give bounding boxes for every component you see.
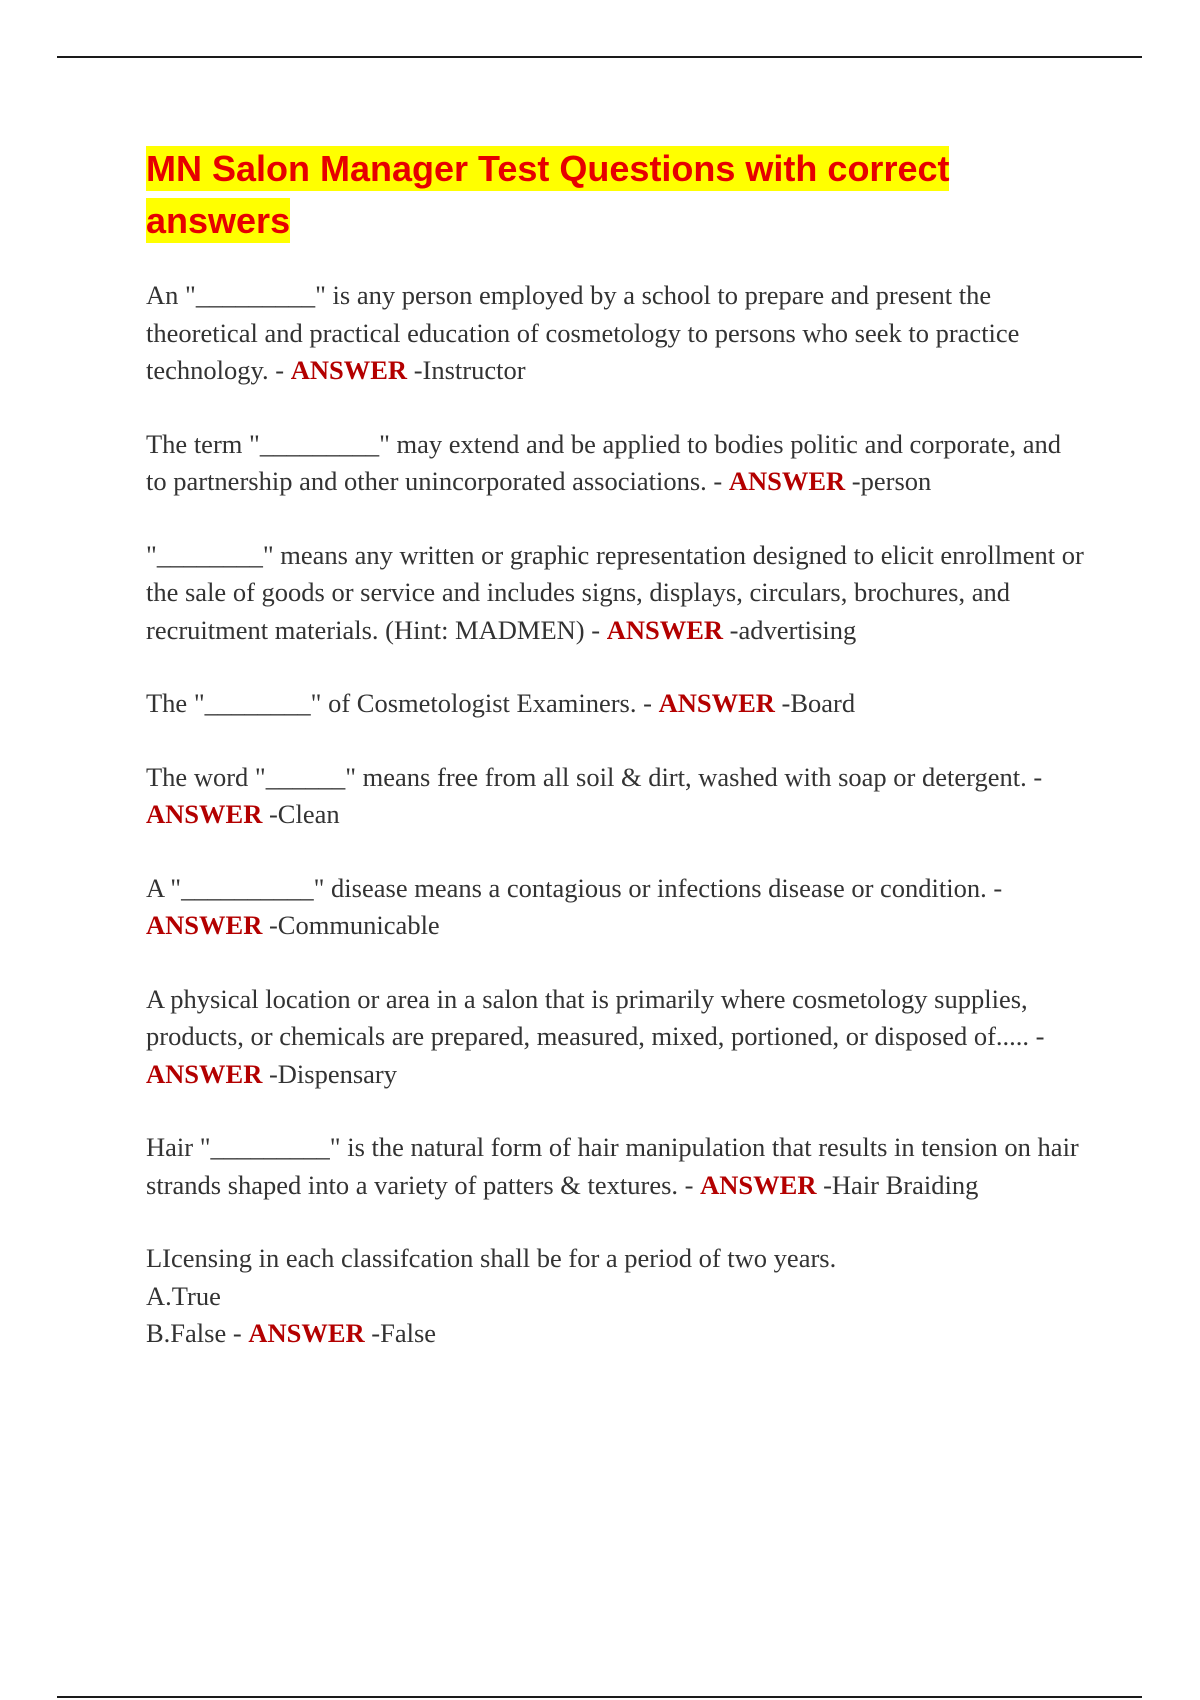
answer-text: -Dispensary xyxy=(262,1058,398,1089)
question-text: "________" means any written or graphic representation designed to elicit enrollment or the sale of goods or service and includes signs, displays, circulars, brochures, and recruitment materials. (Hint: MADMEN) - xyxy=(146,539,1084,645)
qa-item xyxy=(146,1129,1086,1204)
question-text: Hair "_________" is the natural form of hair manipulation that results in tension on hair strands shaped into a variety of patters & textures. - xyxy=(146,1132,1079,1200)
answer-label: ANSWER xyxy=(290,355,408,385)
answer-label: ANSWER xyxy=(606,614,724,645)
qa-item xyxy=(146,426,1086,501)
answer-label: ANSWER xyxy=(146,910,263,940)
answer-label: ANSWER xyxy=(658,688,775,718)
option-a: A.True xyxy=(146,1280,221,1311)
answer-text: -Communicable xyxy=(262,910,440,940)
answer-label: ANSWER xyxy=(146,1058,263,1089)
qa-item xyxy=(146,981,1086,1094)
answer-text: -Board xyxy=(774,688,856,718)
answer-text: -False xyxy=(364,1318,437,1348)
qa-item xyxy=(146,870,1086,945)
answer-text: -advertising xyxy=(723,614,857,645)
question-text: A "__________" disease means a contagious or infections disease or condition. - xyxy=(146,872,1003,903)
answer-text: -Hair Braiding xyxy=(816,1169,979,1200)
answer-label: ANSWER xyxy=(700,1169,817,1200)
option-b: B.False - xyxy=(146,1318,249,1348)
qa-item xyxy=(146,685,1086,723)
question-text: LIcensing in each classifcation shall be for a period of two years. xyxy=(146,1243,837,1273)
bottom-rule xyxy=(57,1696,1142,1698)
answer-text: -Instructor xyxy=(407,355,526,385)
answer-text: -person xyxy=(845,466,932,496)
question-text: An "_________" is any person employed by a school to prepare and present the theoretical and practical education of cosmetology to persons who seek to practice technology. - xyxy=(146,280,1020,385)
document-title xyxy=(146,143,1086,247)
qa-item xyxy=(146,759,1086,834)
answer-label: ANSWER xyxy=(248,1318,365,1348)
qa-item-last xyxy=(146,1240,1086,1353)
question-text: A physical location or area in a salon that is primarily where cosmetology supplies, products, or chemicals are prepared, measured, mixed, portioned, or disposed of..... - xyxy=(146,983,1045,1051)
qa-item xyxy=(146,537,1086,650)
qa-list xyxy=(146,277,1086,1204)
question-text: The "________" of Cosmetologist Examiners. - xyxy=(146,688,659,718)
document-title-text: MN Salon Manager Test Questions with correct answers xyxy=(146,148,950,241)
qa-item xyxy=(146,277,1086,390)
question-text: The word "______" means free from all soil & dirt, washed with soap or detergent. - xyxy=(146,761,1043,792)
answer-label: ANSWER xyxy=(146,799,263,829)
document-body xyxy=(146,143,1086,1389)
question-text: The term "_________" may extend and be applied to bodies politic and corporate, and to partnership and other unincorporated associations. - xyxy=(146,428,1062,496)
option-b-line xyxy=(146,1315,1086,1353)
answer-text: -Clean xyxy=(262,799,340,829)
top-rule xyxy=(57,56,1142,58)
answer-label: ANSWER xyxy=(728,466,846,496)
